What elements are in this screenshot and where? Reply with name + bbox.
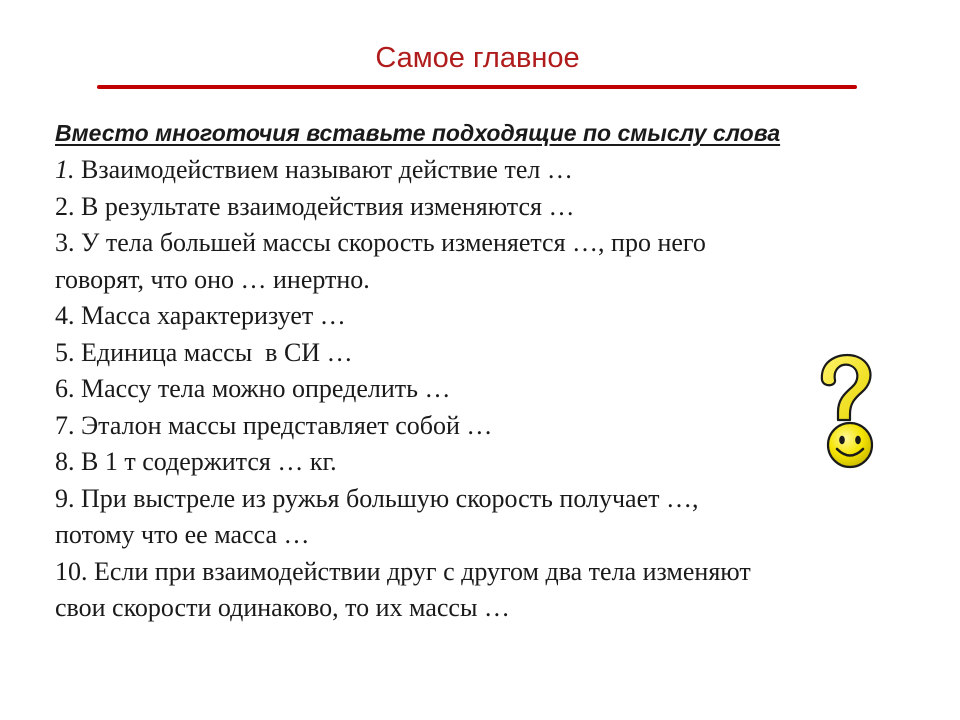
question-number: 7. [55, 410, 75, 440]
question-text: Эталон массы представляет собой … [81, 410, 493, 440]
smiley-face-shape [828, 423, 872, 467]
question-number: 4. [55, 301, 75, 330]
question-item-3 [55, 225, 935, 298]
question-text: Массу тела можно определить … [81, 374, 451, 403]
question-text: Взаимодействием называют действие тел … [81, 155, 573, 184]
question-number: 10. [55, 556, 88, 586]
question-text: В 1 т содержится … кг. [81, 447, 337, 476]
question-number: 2. [55, 191, 75, 221]
question-number: 6. [55, 374, 75, 403]
question-smiley-icon [800, 350, 885, 475]
question-text: Единица массы в СИ … [81, 337, 353, 367]
question-item-4 [55, 298, 935, 335]
question-text: У тела большей массы скорость изменяется …, про него [81, 228, 706, 257]
question-item-1 [55, 152, 935, 189]
question-number: 3. [55, 228, 75, 257]
question-number: 5. [55, 337, 75, 367]
title-underline-divider [97, 85, 857, 89]
question-text: В результате взаимодействия изменяются … [81, 191, 575, 221]
question-number: 8. [55, 447, 75, 476]
question-text-continuation: свои скорости одинаково, то их массы … [55, 593, 510, 622]
instruction-text: Вместо многоточия вставьте подходящие по смыслу слова [55, 120, 781, 146]
question-text-continuation: потому что ее масса … [55, 520, 310, 549]
slide-title: Самое главное [375, 42, 580, 74]
question-text: Если при взаимодействии друг с другом два тела изменяют [94, 556, 751, 586]
question-item-10 [55, 554, 935, 627]
question-text: При выстреле из ружья большую скорость получает …, [81, 483, 699, 513]
question-number: 9. [55, 483, 75, 513]
question-item-9 [55, 481, 935, 554]
question-item-2 [55, 189, 935, 226]
question-number: 1. [55, 155, 75, 184]
question-text: Масса характеризует … [81, 301, 346, 330]
question-text-continuation: говорят, что оно … инертно. [55, 264, 370, 294]
question-mark-shape [822, 355, 871, 420]
